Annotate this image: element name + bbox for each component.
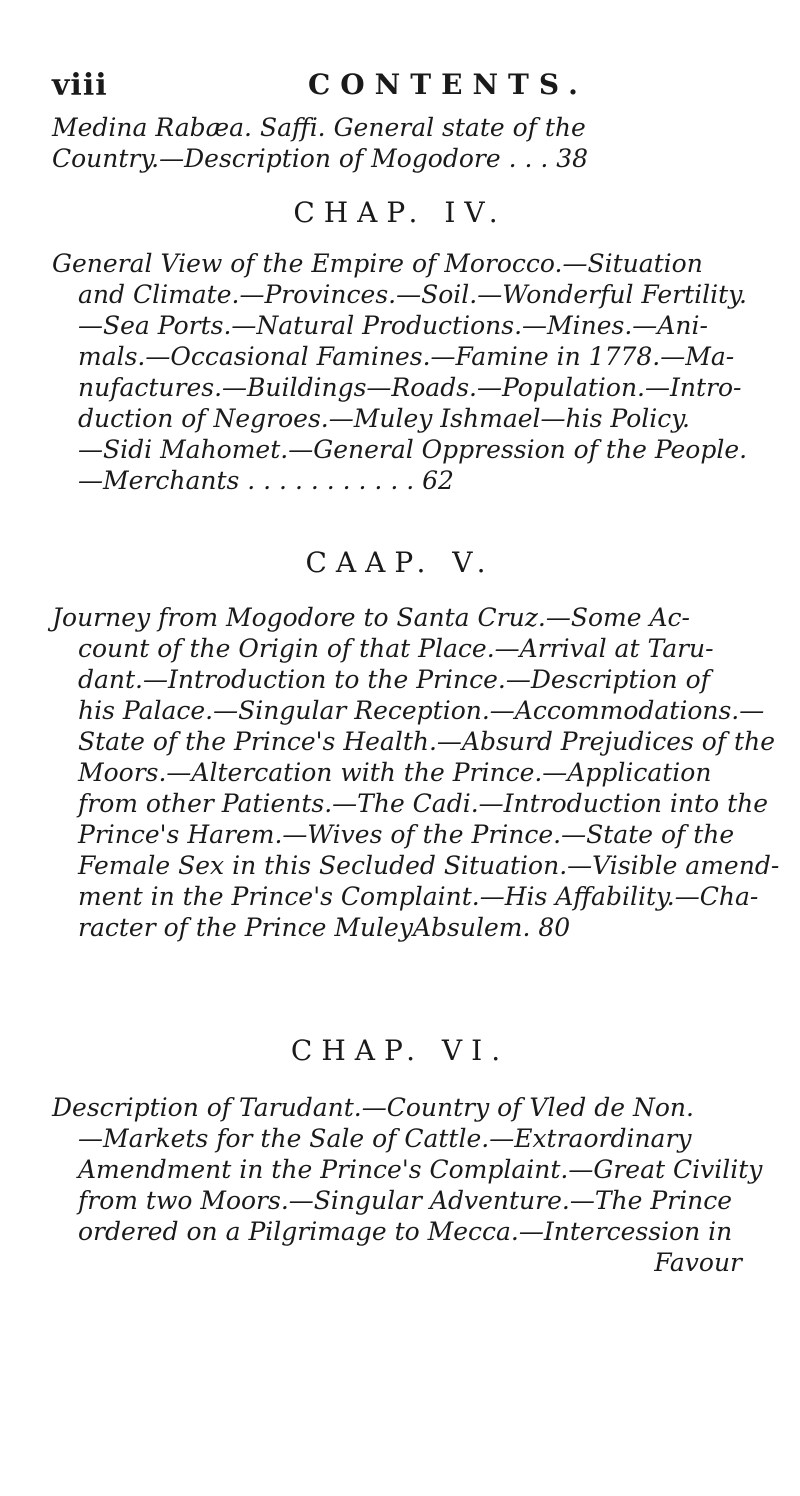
summary-line: —Sea Ports.—Natural Productions.—Mines.—Ani- (78, 311, 708, 340)
summary-line: his Palace.—Singular Reception.—Accommodations.— (78, 696, 765, 725)
summary-line: Medina Rabæa. Saffi. General state of the (52, 113, 586, 142)
summary-line: State of the Prince's Health.—Absurd Prejudices of the (78, 727, 775, 756)
summary-line: —Merchants . . . . . . . . . . . 62 (78, 466, 454, 495)
summary-line: Moors.—Altercation with the Prince.—Application (78, 758, 712, 787)
summary-line: ordered on a Pilgrimage to Mecca.—Intercession in (78, 1217, 733, 1246)
summary-line: —Markets for the Sale of Cattle.—Extraordinary (78, 1124, 692, 1153)
running-head (52, 68, 752, 108)
summary-line: from other Patients.—The Cadi.—Introduction into the (78, 789, 769, 818)
chapter-5-summary (52, 602, 780, 943)
summary-line: Female Sex in this Secluded Situation.—Visible amend- (78, 851, 780, 880)
summary-line: and Climate.—Provinces.—Soil.—Wonderful Fertility. (78, 280, 747, 309)
summary-line: Journey from Mogodore to Santa Cruz.—Some Ac- (52, 603, 690, 632)
chapter-heading-4: CHAP. IV. (293, 196, 507, 229)
summary-line: racter of the Prince MuleyAbsulem. 80 (78, 913, 571, 942)
summary-line: Prince's Harem.—Wives of the Prince.—State of the (78, 820, 735, 849)
catchword: Favour (654, 1248, 742, 1277)
page-title: CONTENTS. (308, 68, 588, 101)
summary-line: Description of Tarudant.—Country of Vled de Non. (52, 1093, 694, 1122)
summary-line: —Sidi Mahomet.—General Oppression of the People. (78, 435, 748, 464)
summary-line: dant.—Introduction to the Prince.—Description of (78, 665, 710, 694)
summary-line: duction of Negroes.—Muley Ishmael—his Policy. (78, 404, 690, 433)
chapter-6-summary (52, 1092, 762, 1278)
summary-line: Amendment in the Prince's Complaint.—Great Civility (78, 1155, 763, 1184)
summary-line: nufactures.—Buildings—Roads.—Population.—Intro- (78, 373, 742, 402)
chapter-heading-6: CHAP. VI. (290, 1034, 510, 1067)
summary-line: Country.—Description of Mogodore . . . 38 (52, 144, 589, 173)
summary-line: ment in the Prince's Complaint.—His Affability.—Cha- (78, 882, 759, 911)
chapter-3-summary-tail (52, 112, 762, 174)
chapter-4-summary (52, 248, 762, 496)
chapter-heading-5: CAAP. V. (305, 546, 495, 579)
summary-line: from two Moors.—Singular Adventure.—The Prince (78, 1186, 733, 1215)
page-number: viii (52, 68, 108, 103)
summary-line: General View of the Empire of Morocco.—Situation (52, 249, 703, 278)
summary-line: mals.—Occasional Famines.—Famine in 1778.—Ma- (78, 342, 735, 371)
summary-line: count of the Origin of that Place.—Arrival at Taru- (78, 634, 714, 663)
